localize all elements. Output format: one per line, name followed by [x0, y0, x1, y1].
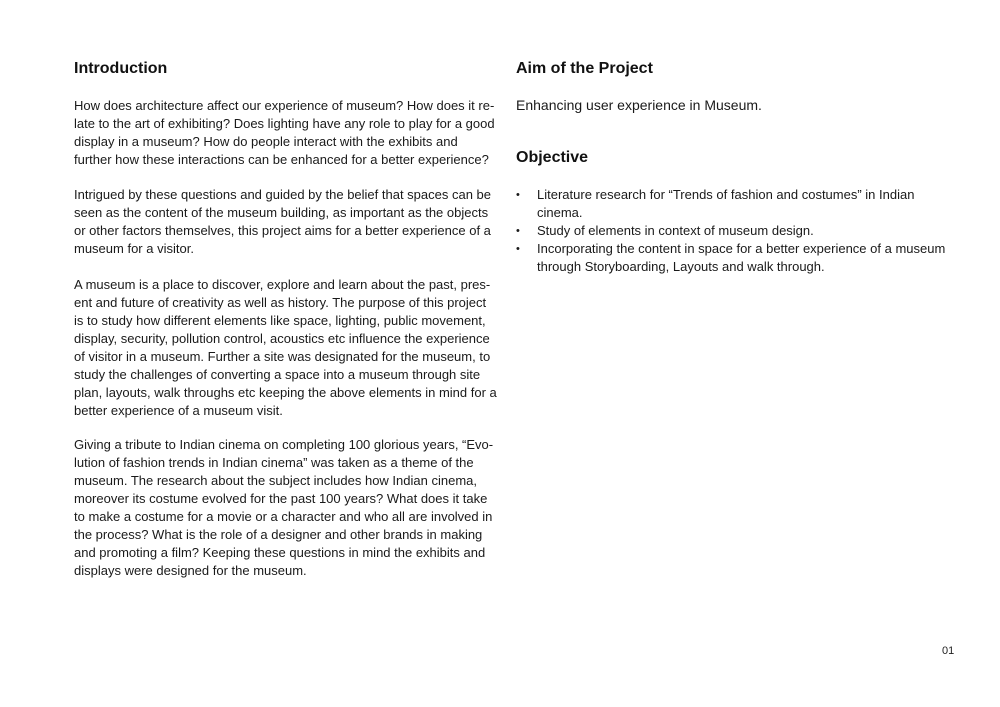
text-line: to make a costume for a movie or a character and who all are involved in [74, 509, 493, 524]
text-line: better experience of a museum visit. [74, 403, 283, 418]
text-line: study the challenges of converting a space into a museum through site [74, 367, 481, 382]
text-line: display in a museum? How do people interact with the exhibits and [74, 134, 458, 149]
text-line: Giving a tribute to Indian cinema on completing 100 glorious years, “Evo- [74, 437, 494, 452]
text-line: through Storyboarding, Layouts and walk through. [537, 259, 825, 274]
objective-item [516, 186, 945, 222]
text-line: seen as the content of the museum building, as important as the objects [74, 205, 489, 220]
text-line: Literature research for “Trends of fashion and costumes” in Indian [537, 187, 915, 202]
text-line: is to study how different elements like space, lighting, public movement, [74, 313, 486, 328]
text-line: museum. The research about the subject includes how Indian cinema, [74, 473, 477, 488]
text-line: late to the art of exhibiting? Does lighting have any role to play for a good [74, 116, 495, 131]
text-line: How does architecture affect our experience of museum? How does it re- [74, 98, 495, 113]
text-line: lution of fashion trends in Indian cinema” was taken as a theme of the [74, 455, 474, 470]
bullet-icon: • [516, 225, 520, 237]
intro-paragraph-3 [74, 276, 497, 420]
text-line: museum for a visitor. [74, 241, 194, 256]
text-line: Intrigued by these questions and guided by the belief that spaces can be [74, 187, 492, 202]
text-line: cinema. [537, 205, 583, 220]
text-line: plan, layouts, walk throughs etc keeping the above elements in mind for a [74, 385, 497, 400]
text-line: A museum is a place to discover, explore and learn about the past, pres- [74, 277, 491, 292]
text-line: displays were designed for the museum. [74, 563, 307, 578]
introduction-heading: Introduction [74, 60, 168, 77]
text-line: further how these interactions can be enhanced for a better experience? [74, 152, 489, 167]
bullet-icon: • [516, 189, 520, 201]
text-line: the process? What is the role of a designer and other brands in making [74, 527, 483, 542]
text-line: Incorporating the content in space for a better experience of a museum [537, 241, 946, 256]
text-line: or other factors themselves, this project aims for a better experience of a [74, 223, 491, 238]
objective-item [516, 222, 945, 240]
bullet-icon: • [516, 243, 520, 255]
text-line: ent and future of creativity as well as history. The purpose of this project [74, 295, 487, 310]
aim-text [516, 96, 762, 114]
objective-heading: Objective [516, 149, 589, 166]
intro-paragraph-1 [74, 97, 495, 169]
text-line: display, security, pollution control, acoustics etc influence the experience [74, 331, 490, 346]
objective-list [516, 186, 945, 276]
text-line: Enhancing user experience in Museum. [516, 97, 762, 113]
text-line: Study of elements in context of museum design. [537, 223, 814, 238]
intro-paragraph-2 [74, 186, 491, 258]
text-line: moreover its costume evolved for the past 100 years? What does it take [74, 491, 488, 506]
page-number: 01 [942, 645, 955, 657]
text-line: and promoting a film? Keeping these questions in mind the exhibits and [74, 545, 486, 560]
objective-item [516, 240, 945, 276]
intro-paragraph-4 [74, 436, 493, 580]
text-line: of visitor in a museum. Further a site was designated for the museum, to [74, 349, 491, 364]
aim-heading: Aim of the Project [516, 60, 653, 77]
